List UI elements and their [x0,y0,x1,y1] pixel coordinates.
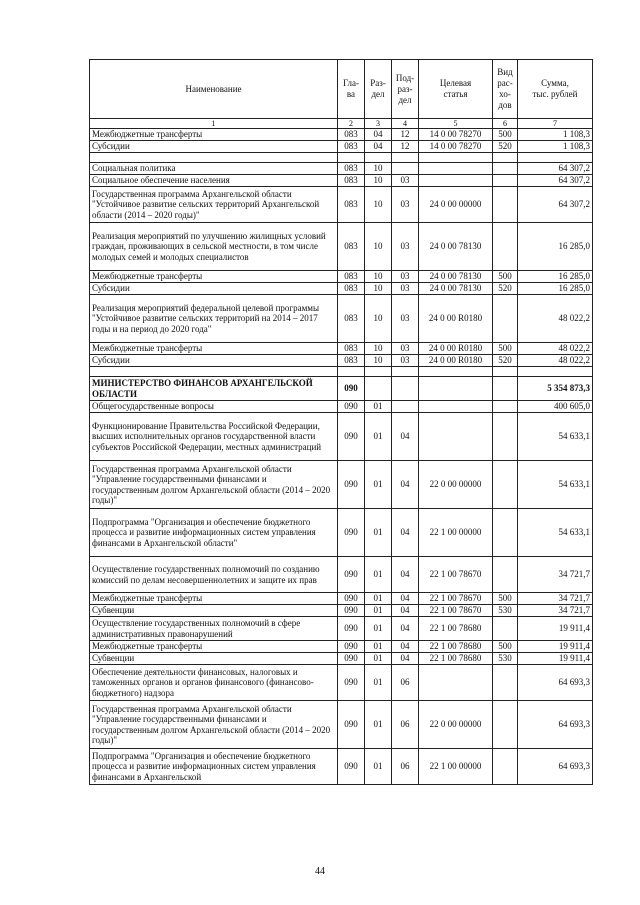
spacer-row [90,153,593,163]
row-name: Межбюджетные трансферты [90,641,338,653]
spacer-cell [338,153,365,163]
row-expense-type [493,461,518,509]
table-row [90,377,593,401]
row-chapter: 090 [338,653,365,665]
row-target: 22 1 00 78670 [419,557,493,593]
row-expense-type [493,377,518,401]
column-number-row [90,119,593,129]
row-section: 04 [365,129,392,141]
spacer-cell [338,367,365,377]
row-section [365,377,392,401]
row-section: 01 [365,653,392,665]
table-row [90,343,593,355]
header-chapter: Гла- ва [338,60,365,119]
spacer-cell [392,367,419,377]
row-subsection: 03 [392,355,419,367]
row-chapter: 090 [338,413,365,461]
table-row [90,413,593,461]
row-name: Подпрограмма "Организация и обеспечение бюджетного процесса и развитие информационных систем управления финансами в Архангельской [90,749,338,785]
budget-table [89,59,593,785]
row-expense-type [493,223,518,271]
row-name: Субвенции [90,653,338,665]
row-target: 14 0 00 78270 [419,129,493,141]
row-name: Общегосударственные вопросы [90,401,338,413]
row-subsection: 12 [392,129,419,141]
column-number: 5 [419,119,493,129]
table-row [90,283,593,295]
table-row [90,401,593,413]
row-target [419,163,493,175]
row-expense-type [493,187,518,223]
row-target: 22 0 00 00000 [419,461,493,509]
row-target: 24 0 00 00000 [419,187,493,223]
row-chapter: 090 [338,401,365,413]
row-subsection: 04 [392,653,419,665]
row-expense-type: 500 [493,641,518,653]
row-section: 01 [365,413,392,461]
row-name: Межбюджетные трансферты [90,129,338,141]
row-target: 22 1 00 78680 [419,617,493,641]
row-section: 01 [365,701,392,749]
row-name: Осуществление государственных полномочий по созданию комиссий по делам несовершеннолетних и защите их прав [90,557,338,593]
row-subsection: 04 [392,461,419,509]
table-row [90,355,593,367]
row-subsection [392,163,419,175]
table-row [90,223,593,271]
row-expense-type: 530 [493,653,518,665]
row-subsection: 04 [392,557,419,593]
row-section: 01 [365,617,392,641]
table-row [90,557,593,593]
row-subsection: 06 [392,701,419,749]
row-chapter: 090 [338,377,365,401]
row-target: 22 1 00 78680 [419,653,493,665]
row-subsection [392,401,419,413]
row-section: 01 [365,605,392,617]
row-expense-type [493,617,518,641]
row-target: 24 0 00 R0180 [419,343,493,355]
row-expense-type: 500 [493,271,518,283]
spacer-cell [90,367,338,377]
row-chapter: 090 [338,701,365,749]
row-sum: 64 693,3 [518,701,593,749]
row-sum: 16 285,0 [518,223,593,271]
row-chapter: 090 [338,749,365,785]
budget-table-sheet [89,59,592,785]
row-sum: 1 108,3 [518,129,593,141]
page-number: 44 [315,866,325,877]
spacer-cell [365,153,392,163]
row-name: Обеспечение деятельности финансовых, налоговых и таможенных органов и органов финансового (финансово-бюджетного) надзора [90,665,338,701]
row-target: 22 1 00 78670 [419,593,493,605]
row-target: 22 1 00 00000 [419,509,493,557]
table-row [90,175,593,187]
row-subsection: 04 [392,593,419,605]
header-target: Целевая статья [419,60,493,119]
table-row [90,617,593,641]
row-subsection: 03 [392,343,419,355]
row-section: 01 [365,641,392,653]
table-row [90,271,593,283]
row-name: Государственная программа Архангельской области "Управление государственными финансами и государственным долгом Архангельской области (2014 – 2020 годы)" [90,701,338,749]
row-section: 10 [365,343,392,355]
row-chapter: 090 [338,641,365,653]
row-name: Субвенции [90,605,338,617]
table-row [90,163,593,175]
row-chapter: 083 [338,295,365,343]
row-subsection: 03 [392,271,419,283]
table-row [90,187,593,223]
row-sum: 64 693,3 [518,665,593,701]
table-row [90,129,593,141]
row-section: 01 [365,557,392,593]
row-section: 10 [365,355,392,367]
table-row [90,701,593,749]
row-chapter: 083 [338,355,365,367]
row-name: Межбюджетные трансферты [90,271,338,283]
row-chapter: 083 [338,129,365,141]
row-name: Субсидии [90,355,338,367]
row-expense-type [493,701,518,749]
spacer-cell [518,153,593,163]
row-section: 01 [365,461,392,509]
table-row [90,593,593,605]
row-subsection [392,377,419,401]
column-number: 2 [338,119,365,129]
row-target: 22 1 00 78670 [419,605,493,617]
row-section: 10 [365,271,392,283]
spacer-cell [365,367,392,377]
row-sum: 1 108,3 [518,141,593,153]
row-sum: 54 633,1 [518,461,593,509]
row-sum: 64 693,3 [518,749,593,785]
row-name: Межбюджетные трансферты [90,593,338,605]
header-section: Раз- дел [365,60,392,119]
row-target [419,175,493,187]
row-name: Функционирование Правительства Российской Федерации, высших исполнительных органов государственной власти субъектов Российской Федерации, местных администраций [90,413,338,461]
row-sum: 16 285,0 [518,283,593,295]
row-name: Реализация мероприятий по улучшению жилищных условий граждан, проживающих в сельской местности, в том числе молодых семей и молодых специалистов [90,223,338,271]
row-sum: 19 911,4 [518,641,593,653]
spacer-cell [419,367,493,377]
row-expense-type [493,557,518,593]
row-sum: 34 721,7 [518,605,593,617]
row-expense-type [493,295,518,343]
row-name: МИНИСТЕРСТВО ФИНАНСОВ АРХАНГЕЛЬСКОЙ ОБЛАСТИ [90,377,338,401]
row-target: 24 0 00 R0180 [419,295,493,343]
row-name: Субсидии [90,141,338,153]
row-expense-type [493,163,518,175]
row-chapter: 083 [338,141,365,153]
row-target [419,401,493,413]
row-name: Государственная программа Архангельской области "Устойчивое развитие сельских территорий Архангельской области (2014 – 2020 годы)" [90,187,338,223]
row-target: 24 0 00 78130 [419,271,493,283]
table-row [90,509,593,557]
row-section: 10 [365,223,392,271]
row-sum: 19 911,4 [518,653,593,665]
row-sum: 16 285,0 [518,271,593,283]
row-chapter: 090 [338,509,365,557]
row-chapter: 083 [338,187,365,223]
row-section: 01 [365,593,392,605]
row-chapter: 090 [338,605,365,617]
row-sum: 54 633,1 [518,413,593,461]
header-subsection: Под- раз- дел [392,60,419,119]
table-row [90,461,593,509]
row-sum: 5 354 873,3 [518,377,593,401]
row-section: 10 [365,187,392,223]
row-section: 01 [365,665,392,701]
row-section: 10 [365,175,392,187]
row-name: Подпрограмма "Организация и обеспечение бюджетного процесса и развитие информационных систем управления финансами в Архангельской области" [90,509,338,557]
row-expense-type [493,413,518,461]
row-sum: 48 022,2 [518,295,593,343]
row-expense-type: 500 [493,343,518,355]
table-row [90,141,593,153]
row-chapter: 090 [338,617,365,641]
row-subsection: 12 [392,141,419,153]
row-sum: 19 911,4 [518,617,593,641]
table-row [90,641,593,653]
row-section: 10 [365,163,392,175]
row-target: 22 1 00 78680 [419,641,493,653]
row-subsection: 04 [392,413,419,461]
row-chapter: 090 [338,665,365,701]
row-sum: 54 633,1 [518,509,593,557]
row-target: 24 0 00 R0180 [419,355,493,367]
spacer-cell [419,153,493,163]
table-row [90,605,593,617]
row-target: 24 0 00 78130 [419,223,493,271]
row-expense-type: 500 [493,593,518,605]
row-name: Социальное обеспечение населения [90,175,338,187]
row-subsection: 06 [392,665,419,701]
spacer-cell [392,153,419,163]
spacer-cell [493,367,518,377]
row-target: 14 0 00 78270 [419,141,493,153]
row-target [419,665,493,701]
row-subsection: 03 [392,283,419,295]
row-expense-type [493,401,518,413]
row-target [419,413,493,461]
row-section: 01 [365,749,392,785]
column-number: 7 [518,119,593,129]
row-name: Межбюджетные трансферты [90,343,338,355]
row-chapter: 090 [338,557,365,593]
row-expense-type: 500 [493,129,518,141]
row-target: 22 0 00 00000 [419,701,493,749]
column-number: 4 [392,119,419,129]
table-row [90,295,593,343]
row-subsection: 03 [392,295,419,343]
row-section: 10 [365,295,392,343]
row-expense-type [493,749,518,785]
row-subsection: 03 [392,175,419,187]
spacer-cell [493,153,518,163]
row-name: Субсидии [90,283,338,295]
row-sum: 400 605,0 [518,401,593,413]
row-expense-type: 530 [493,605,518,617]
row-subsection: 03 [392,223,419,271]
row-sum: 48 022,2 [518,355,593,367]
row-subsection: 04 [392,617,419,641]
row-chapter: 083 [338,223,365,271]
table-body [90,129,593,785]
row-subsection: 04 [392,641,419,653]
row-expense-type [493,665,518,701]
table-row [90,665,593,701]
row-target [419,377,493,401]
row-expense-type [493,175,518,187]
row-sum: 48 022,2 [518,343,593,355]
row-chapter: 083 [338,283,365,295]
row-name: Государственная программа Архангельской области "Управление государственными финансами и государственным долгом Архангельской области (2014 – 2020 годы)" [90,461,338,509]
column-number: 1 [90,119,338,129]
row-expense-type [493,509,518,557]
table-row [90,653,593,665]
row-subsection: 03 [392,187,419,223]
row-subsection: 04 [392,509,419,557]
row-chapter: 090 [338,593,365,605]
header-expense-type: Вид рас- хо- дов [493,60,518,119]
row-name: Осуществление государственных полномочий в сфере административных правонарушений [90,617,338,641]
header-name: Наименование [90,60,338,119]
row-subsection: 06 [392,749,419,785]
row-name: Реализация мероприятий федеральной целевой программы "Устойчивое развитие сельских территорий на 2014 – 2017 годы и на период до 2020 года" [90,295,338,343]
row-section: 01 [365,509,392,557]
row-target: 24 0 00 78130 [419,283,493,295]
row-chapter: 083 [338,343,365,355]
row-sum: 34 721,7 [518,593,593,605]
row-sum: 64 307,2 [518,187,593,223]
spacer-cell [90,153,338,163]
row-name: Социальная политика [90,163,338,175]
row-expense-type: 520 [493,355,518,367]
row-sum: 64 307,2 [518,175,593,187]
row-section: 01 [365,401,392,413]
row-chapter: 090 [338,461,365,509]
row-section: 10 [365,283,392,295]
table-row [90,749,593,785]
row-expense-type: 520 [493,141,518,153]
row-chapter: 083 [338,175,365,187]
spacer-cell [518,367,593,377]
column-number: 3 [365,119,392,129]
column-number: 6 [493,119,518,129]
row-sum: 34 721,7 [518,557,593,593]
spacer-row [90,367,593,377]
row-sum: 64 307,2 [518,163,593,175]
row-chapter: 083 [338,163,365,175]
row-section: 04 [365,141,392,153]
row-target: 22 1 00 00000 [419,749,493,785]
header-row [90,60,593,119]
row-chapter: 083 [338,271,365,283]
header-sum: Сумма, тыс. рублей [518,60,593,119]
row-expense-type: 520 [493,283,518,295]
row-subsection: 04 [392,605,419,617]
